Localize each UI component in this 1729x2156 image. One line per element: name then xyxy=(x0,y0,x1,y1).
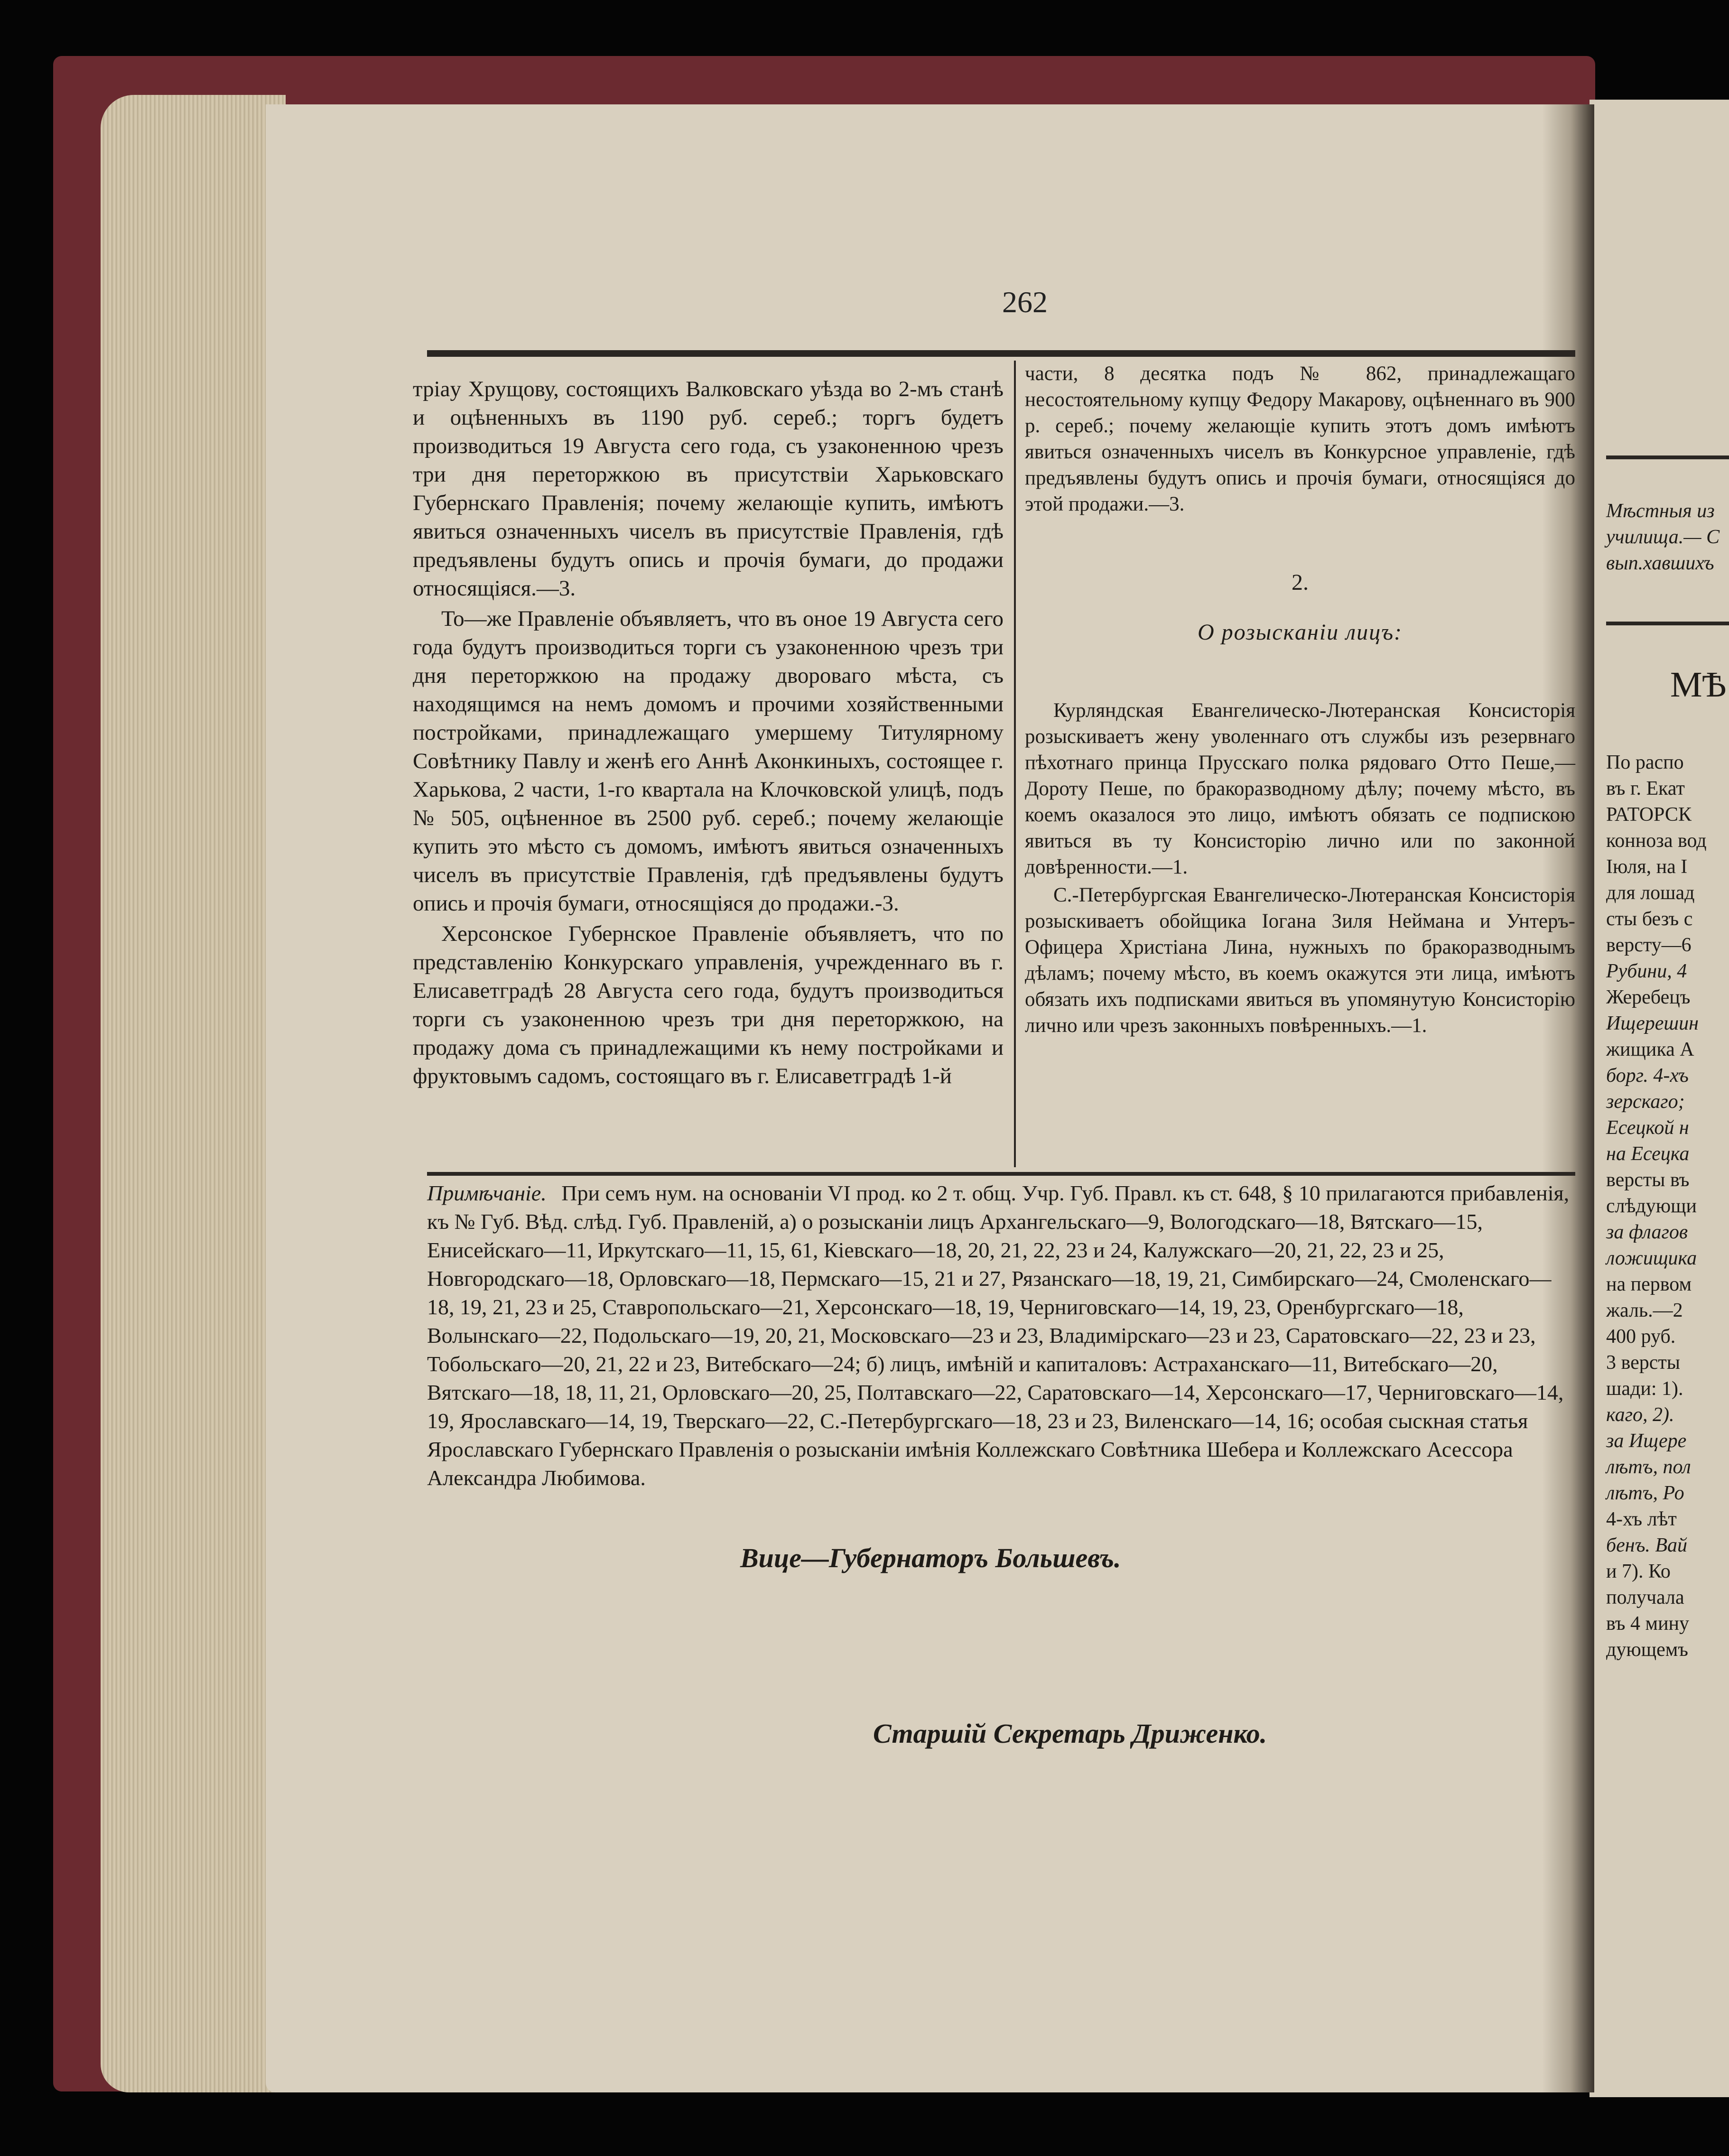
right-page-line: зерскаго; xyxy=(1606,1091,1685,1113)
right-page-line: Іюля, на І xyxy=(1606,856,1688,878)
right-page-line: По распо xyxy=(1606,752,1684,773)
right-page-line: 400 руб. xyxy=(1606,1326,1676,1348)
right-page-line: въ 4 мину xyxy=(1606,1613,1690,1635)
right-page-line: лѣтъ, пол xyxy=(1606,1456,1691,1478)
right-page-heading: МѢ xyxy=(1670,665,1727,705)
right-column xyxy=(1025,361,1575,1041)
right-page-line: ложищика xyxy=(1606,1247,1697,1269)
header-rule xyxy=(427,350,1575,357)
right-page-line: шади: 1). xyxy=(1606,1378,1683,1400)
section-number: 2. xyxy=(1292,570,1309,595)
footnote xyxy=(427,1179,1575,1492)
right-page-line: для лошад xyxy=(1606,882,1695,904)
secretary-signature: Старшій Секретарь Дриженко. xyxy=(873,1718,1267,1749)
left-column xyxy=(413,375,1004,1092)
right-page-line: каго, 2). xyxy=(1606,1404,1674,1426)
footnote-text: При семъ нум. на основаніи VI прод. ко 2 т. общ. Учр. Губ. Правл. къ ст. 648, § 10 прилагаются прибавленія, къ № Губ. Вѣд. слѣд. Губ. Правленій, а) о розыскaніи лицъ Архангельскаго—9, Вологодскаго—18, Вятскаго—15, Енисейскаго—11, Иркутскаго—11, 15, 61, Кіевскаго—18, 20, 21, 22, 23 и 24, Калужскаго—20, 21, 22, 23 и 25, Новгородскаго—18, Орловскаго—18, Пермскаго—15, 21 и 27, Рязанскаго—18, 19, 21, Симбирскаго—24, Смоленскаго—18, 19, 21, 23 и 25, Ставропольскаго—21, Херсонскаго—18, 19, Черниговскаго—14, 19, 23, Оренбургскаго—18, Волынскаго—22, Подольскаго—19, 20, 21, Московскаго—23 и 23, Владимірскаго—23 и 23, Саратовскаго—22, 23 и 23, Тобольскаго—20, 21, 22 и 23, Витебскаго—24; б) лицъ, имѣній и капиталовъ: Астраханскаго—11, Витебскаго—20, Вятскаго—18, 18, 11, 21, Орловскаго—20, 25, Полтавскаго—22, Саратовскаго—14, Херсонскаго—17, Черниговскаго—14, 19, Ярославскаго—14, 19, Тверскаго—22, С.-Петербургскаго—18, 23 и 23, Виленскаго—14, 16; особая сыскная статья Ярославскаго Губернскаго Правленія о розыскaніи имѣнія Коллежскаго Совѣтника Шебера и Коллежскаго Асессора Александра Любимова. xyxy=(427,1181,1570,1490)
right-page-line: версты въ xyxy=(1606,1169,1690,1191)
left-paragraph: тріаy Хрущову, состоящихъ Валковскаго уѣзда во 2-мъ станѣ и оцѣненныхъ въ 1190 руб. сереб.; торгъ будетъ производиться 19 Августа сего года, съ узаконенною чрезъ три дня переторжкою въ присутствіи Харьковскаго Губернскаго Правленія; почему желающіе купить, имѣютъ явиться означенныхъ чиселъ въ присутствіе Правленія, гдѣ предъявлены будутъ опись и прочія бумаги, до продажи относящіяся.—3. xyxy=(413,377,1004,601)
right-page-line: версту—6 xyxy=(1606,934,1692,956)
right-page-line: конноза вод xyxy=(1606,830,1707,852)
right-page-line: дующемъ xyxy=(1606,1639,1689,1661)
right-paragraph: Курляндская Евангелическо-Лютеранская Консисторія розыскиваетъ жену уволеннаго отъ службы изъ резервнаго пѣхотнаго принца Прусскаго полка рядоваго Отто Пеше,—Доротy Пеше, по бракоразводному дѣлу; почему мѣсто, въ коемъ оказалося это лицо, имѣютъ обязать се подпискою явиться въ ту Консисторію лично или по законной довѣренности.—1. xyxy=(1025,699,1575,878)
right-page-line: жаль.—2 xyxy=(1606,1300,1683,1321)
right-intro: части, 8 десятка подъ № 862, принадлежащаго несостоятельному купцу Федору Макарову, оцѣненнаго въ 900 р. сереб.; почему желающіе купить этотъ домъ имѣютъ явиться означенныхъ чиселъ въ Конкурсное управленіе, гдѣ предъявлены будутъ опись и прочія бумаги, относящіяся до этой продажи.—3. xyxy=(1025,362,1575,515)
right-page-line: сты безъ с xyxy=(1606,908,1693,930)
right-page-line: въ г. Екат xyxy=(1606,778,1685,799)
right-page-line: лѣтъ, Ро xyxy=(1606,1482,1684,1504)
right-page-line: вып.хавшихъ xyxy=(1606,552,1714,574)
right-page-line: жищика А xyxy=(1606,1039,1694,1060)
column-divider xyxy=(1014,361,1016,1167)
right-page-line: 4-хъ лѣт xyxy=(1606,1508,1677,1530)
right-page-line: и 7). Ко xyxy=(1606,1561,1671,1582)
right-page-line: Ищерешин xyxy=(1606,1013,1699,1034)
right-page-line: борг. 4-хъ xyxy=(1606,1065,1689,1087)
right-page-line: получала xyxy=(1606,1587,1684,1608)
right-page-line: за флагов xyxy=(1606,1221,1688,1243)
right-page-rule xyxy=(1606,455,1729,459)
section-title: О розыскaніи лицъ: xyxy=(1198,620,1403,645)
left-paragraph: То—же Правленіе объявляетъ, что въ оное 19 Августа сего года будутъ производиться торги съ узаконенною чрезъ три дня переторжкою на продажу дворовaго мѣста, съ находящимся на немъ домомъ и прочими хозяйственными постройками, принадлежащаго умершему Титулярному Совѣтнику Павлу и женѣ его Аннѣ Аконкиныхъ, состоящее г. Харькова, 2 части, 1-го квартала на Клочковской улицѣ, подъ № 505, оцѣненное въ 2500 руб. сереб.; почему желающіе купить это мѣсто съ домомъ, имѣютъ явиться означенныхъ чиселъ въ присутствіе Правленія, гдѣ предъявлены будутъ опись и прочія бумаги, относящіяся до продажи.-3. xyxy=(413,606,1004,916)
right-page-line: училища.— С xyxy=(1606,526,1720,548)
right-page-line: Мѣстныя из xyxy=(1606,500,1715,522)
right-page-line: Жеребецъ xyxy=(1606,986,1691,1008)
vice-governor-signature: Вице—Губернаторъ Большевъ. xyxy=(740,1543,1121,1573)
left-paragraph: Херсонское Губернское Правленіе объявляетъ, что по представленію Конкурскаго управленія, учрежденнаго въ г. Елисаветградѣ 28 Августа сего года, будутъ производиться торги съ узаконенною чрезъ три дня переторжкою, на продажу дома съ принадлежащими къ нему постройками и фруктовымъ садомъ, состоящаго въ г. Елисаветградѣ 1-й xyxy=(413,921,1004,1088)
page-edges xyxy=(101,95,286,2092)
right-page-line: на Есецка xyxy=(1606,1143,1690,1165)
footnote-label: Примѣчаніе. xyxy=(427,1181,547,1205)
right-page-line: бенъ. Вай xyxy=(1606,1534,1688,1556)
note-rule xyxy=(427,1172,1575,1176)
right-page-line: Рубини, 4 xyxy=(1606,960,1687,982)
right-page-line: за Ищере xyxy=(1606,1430,1687,1452)
right-page-rule xyxy=(1606,622,1729,625)
right-paragraph: С.-Петербургская Евангелическо-Лютеранская Консисторія розыскиваетъ обойщика Іоганa Зиля Неймана и Унтеръ-Офицера Христіана Лина, нужныхъ по бракоразводнымъ дѣламъ; почему мѣсто, въ коемъ окажутся эти лица, имѣютъ обязать ихъ подписками явиться въ упомянутую Консисторію лично или чрезъ законныхъ повѣренныхъ.—1. xyxy=(1025,884,1575,1037)
right-page-line: 3 версты xyxy=(1606,1352,1680,1374)
right-page-line: слѣдующи xyxy=(1606,1195,1697,1217)
right-page-line: РАТОРСК xyxy=(1606,804,1692,826)
page-number: 262 xyxy=(1002,285,1048,319)
right-page-line: Есецкой н xyxy=(1606,1117,1689,1139)
right-page-line: на первом xyxy=(1606,1273,1692,1295)
